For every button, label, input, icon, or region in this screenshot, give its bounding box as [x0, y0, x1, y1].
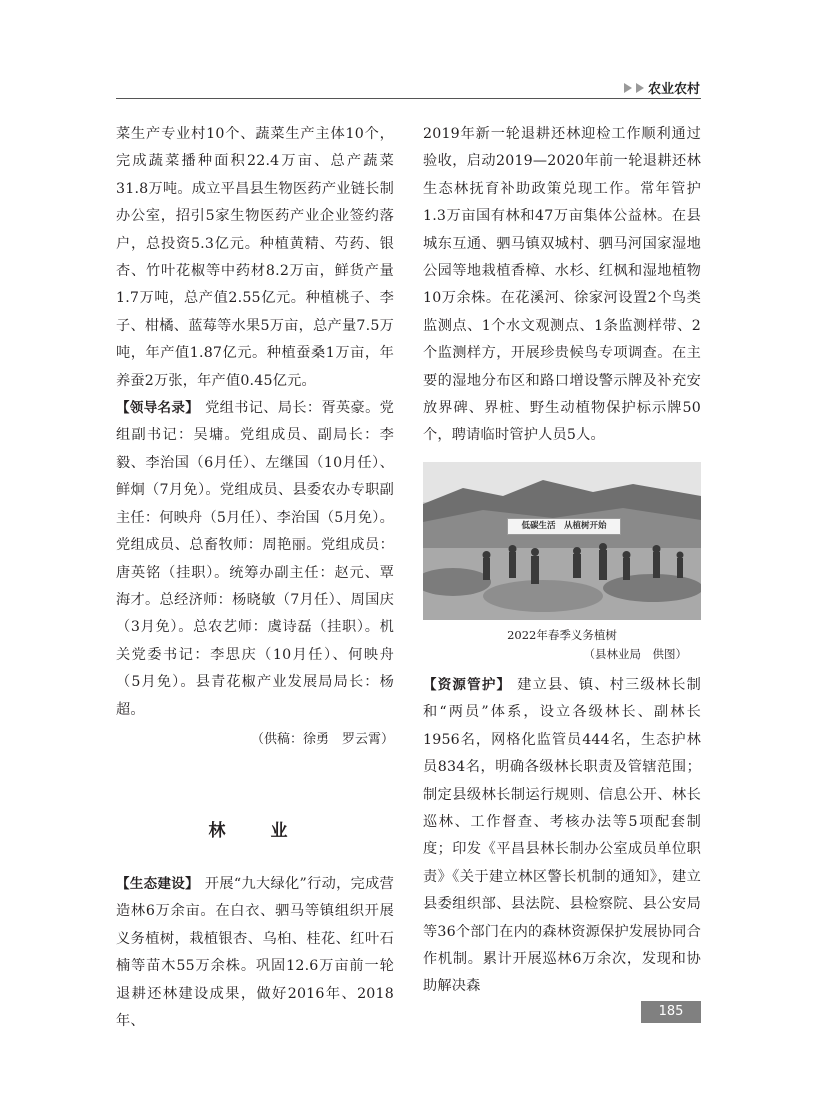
paragraph-text: 2019年新一轮退耕还林迎检工作顺利通过验收，启动2019—2020年前一轮退耕还林生态林抚育补助政策兑现工作。常年管护1.3万亩国有林和47万亩集体公益林。在县城东互通、驷马镇双城村、驷马河国家湿地公园等地栽植香樟、水杉、红枫和湿地植物10万余株。在花溪河、徐家河设置2个鸟类监测点、1个水文观测点、1条监测样带、2个监测样方，开展珍贵候鸟专项调查。在主要的湿地分布区和路口增设警示牌及补充安放界碑、界桩、野生动植物保护标示牌50个，聘请临时管护人员5人。 [423, 126, 701, 444]
page-number: 185 [641, 1001, 701, 1023]
resource-paragraph [423, 672, 701, 1001]
forestry-continued-paragraph [423, 121, 701, 450]
contributor-credit: （供稿：徐勇 罗云霄） [250, 731, 394, 747]
resource-tag: 【资源管护】 [423, 676, 512, 693]
triangle-marker-icon [624, 83, 632, 93]
paragraph-text: 建立县、镇、村三级林长制和“两员”体系，设立各级林长、副林长1956名，网格化监管员444名，生态护林员834名，明确各级林长职责及管辖范围；制定县级林长制运行规则、信息公开、林长巡林、工作督查、考核办法等5项配套制度；印发《平昌县林长制办公室成员单位职责》《关于建立林区警长机制的通知》，建立县委组织部、县法院、县检察院、县公安局等36个部门在内的森林资源保护发展协同合作机制。累计开展巡林6万余次，发现和协助解决森 [423, 676, 701, 995]
paragraph-text: 菜生产专业村10个、蔬菜生产主体10个，完成蔬菜播种面积22.4万亩、总产蔬菜31.8万吨。成立平昌县生物医药产业链长制办公室，招引5家生物医药产业企业签约落户，总投资5.3亿元。种植黄精、芍药、银杏、竹叶花椒等中药材8.2万亩，鲜货产量1.7万吨，总产值2.55亿元。种植桃子、李子、柑橘、蓝莓等水果5万亩，总产量7.5万吨，年产值1.87亿元。种植蚕桑1万亩，年养蚕2万张，年产值0.45亿元。 [116, 126, 394, 389]
photo-banner: 低碳生活 从植树开始 [507, 518, 621, 535]
vegetable-paragraph [116, 121, 394, 395]
tree-planting-photo [423, 462, 701, 620]
paragraph-text: 党组书记、局长：胥英豪。党组副书记：吴墉。党组成员、副局长：李毅、李治国（6月任）、左继国（10月任）、鲜炯（7月免）。党组成员、县委农办专职副主任：何映舟（5月任）、李治国（5月免）。党组成员、总畜牧师：周艳丽。党组成员：唐英铭（挂职）。统筹办副主任：赵元、覃海才。总经济师：杨晓敏（7月任）、周国庆（3月免）。总农艺师：虞诗磊（挂职）。机关党委书记：李思庆（10月任）、何映舟（5月免）。县青花椒产业发展局局长：杨超。 [116, 400, 394, 718]
photo-credit: （县林业局 供图） [583, 646, 687, 661]
paragraph-text: 开展“九大绿化”行动，完成营造林6万余亩。在白衣、驷马等镇组织开展义务植树，栽植银杏、乌桕、桂花、红叶石楠等苗木55万余株。巩固12.6万亩前一轮退耕还林建设成果，做好2016年、2018年、 [116, 875, 394, 1029]
photo-caption: 2022年春季义务植树 [507, 627, 617, 642]
right-column [423, 121, 701, 1001]
left-column [116, 121, 394, 1035]
leadership-tag: 【领导名录】 [116, 400, 200, 417]
triangle-marker-icon [636, 83, 644, 93]
section-heading-forestry: 林 业 [208, 820, 302, 841]
leadership-paragraph [116, 395, 394, 724]
running-header [624, 78, 700, 97]
ecology-paragraph [116, 871, 394, 1035]
header-rule [116, 98, 701, 99]
section-title: 农业农村 [647, 82, 700, 97]
photo-scene [423, 462, 701, 620]
ecology-tag: 【生态建设】 [116, 875, 199, 892]
